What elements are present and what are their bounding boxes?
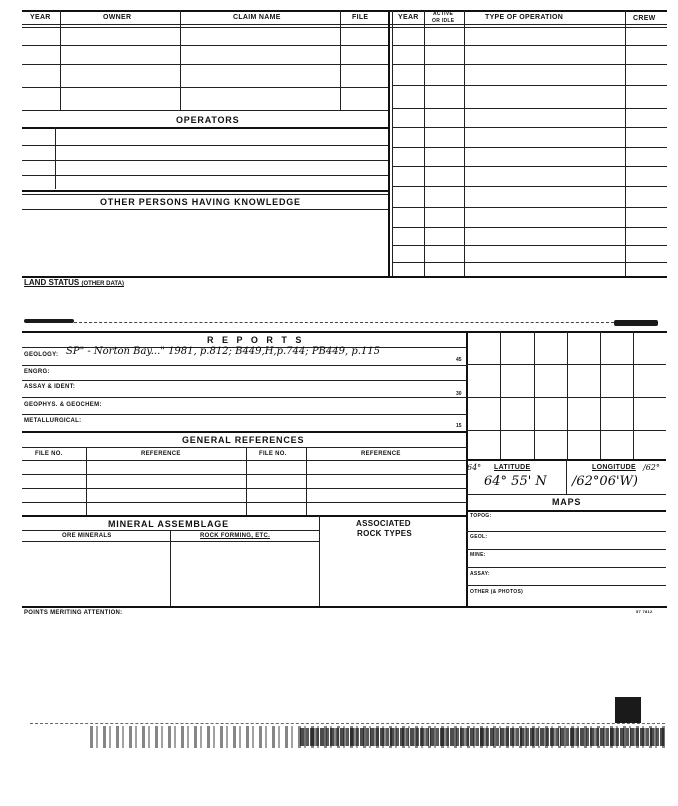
header-file: FILE — [352, 14, 369, 21]
rule — [22, 606, 667, 608]
grid-line — [567, 331, 568, 459]
report-tick-45: 45 — [456, 357, 462, 363]
maps-other-label: OTHER (& PHOTOS) — [470, 589, 524, 595]
maps-mine-label: MINE: — [470, 552, 486, 558]
row-rule — [392, 147, 667, 148]
operators-heading: OPERATORS — [176, 115, 240, 125]
rule — [22, 380, 467, 381]
header-active: ACTIVE — [433, 11, 454, 17]
row-rule — [22, 110, 388, 111]
scan-black-square — [615, 697, 641, 723]
center-double-rule — [388, 10, 390, 276]
col-divider — [170, 530, 171, 606]
header-or-idle: OR IDLE — [432, 18, 455, 24]
grid-line — [466, 397, 666, 398]
row-rule — [22, 194, 388, 195]
header-year: YEAR — [30, 14, 51, 21]
rule — [22, 365, 467, 366]
rule — [466, 494, 666, 495]
report-metallurgical-label: METALLURGICAL: — [24, 418, 82, 424]
scan-dash-line — [74, 322, 614, 323]
report-engrg-label: ENGRG: — [24, 369, 50, 375]
mineral-assemblage-heading: MINERAL ASSEMBLAGE — [108, 519, 229, 529]
row-rule — [392, 108, 667, 109]
row-rule — [392, 85, 667, 86]
rock-types-label: ROCK TYPES — [357, 529, 413, 538]
ref-col-file-no-2: FILE NO. — [259, 451, 287, 457]
rule — [22, 431, 467, 433]
rule — [22, 460, 467, 461]
report-geology-label: GEOLOGY: — [24, 352, 59, 358]
header-owner: OWNER — [103, 14, 132, 21]
col-divider — [306, 447, 307, 515]
header-bottom-rule — [22, 24, 667, 25]
col-divider — [566, 459, 567, 494]
row-rule — [22, 64, 388, 65]
latitude-prefix: 64° — [467, 463, 482, 472]
scan-dash-line — [30, 723, 665, 724]
associated-label: ASSOCIATED — [356, 519, 411, 528]
rule — [466, 531, 666, 532]
rule — [466, 567, 666, 568]
rule — [22, 414, 467, 415]
general-references-heading: GENERAL REFERENCES — [182, 435, 305, 445]
form-number: 57 7812 — [636, 609, 653, 614]
header-type-of-operation: TYPE OF OPERATION — [485, 14, 564, 21]
land-status-title: LAND STATUS — [24, 278, 80, 287]
col-divider — [340, 10, 341, 110]
row-rule — [392, 227, 667, 228]
row-rule — [392, 127, 667, 128]
points-meriting-attention-label: POINTS MERITING ATTENTION: — [24, 610, 123, 616]
report-tick-30: 30 — [456, 391, 462, 397]
scan-smear — [614, 320, 658, 326]
reports-heading: R E P O R T S — [207, 335, 305, 345]
header-crew: CREW — [633, 15, 656, 22]
grid-line — [633, 331, 634, 459]
row-rule — [392, 64, 667, 65]
rule — [22, 502, 467, 503]
header-year-right: YEAR — [398, 14, 419, 21]
maps-heading: MAPS — [552, 497, 582, 507]
center-double-rule-2 — [392, 10, 393, 276]
scan-smear — [24, 319, 74, 323]
grid-line — [534, 331, 535, 459]
longitude-value: /62°06'W) — [572, 474, 638, 489]
rule — [22, 488, 467, 489]
row-rule — [22, 45, 388, 46]
row-rule — [392, 186, 667, 187]
col-divider — [464, 10, 465, 276]
rule — [466, 510, 666, 512]
land-status-sub: (OTHER DATA) — [81, 281, 124, 287]
rule — [22, 331, 667, 333]
ref-col-reference-2: REFERENCE — [361, 451, 401, 457]
grid-line — [500, 331, 501, 459]
col-divider — [625, 10, 626, 276]
maps-geol-label: GEOL: — [470, 534, 488, 540]
report-assay-label: ASSAY & IDENT: — [24, 384, 76, 390]
row-rule — [392, 245, 667, 246]
report-geophys-label: GEOPHYS. & GEOCHEM: — [24, 402, 102, 408]
rule — [22, 515, 467, 517]
col-divider — [60, 10, 61, 110]
col-divider — [55, 127, 56, 189]
row-rule — [392, 45, 667, 46]
maps-assay-label: ASSAY: — [470, 571, 490, 577]
ore-minerals-label: ORE MINERALS — [62, 533, 112, 539]
grid-line — [600, 331, 601, 459]
grid-line — [466, 430, 666, 431]
header-bottom-rule-2 — [22, 27, 667, 28]
rule — [22, 474, 467, 475]
rock-forming-label: ROCK FORMING, ETC. — [200, 533, 271, 539]
latitude-value: 64° 55' N — [484, 474, 547, 489]
rule — [22, 447, 467, 448]
other-persons-heading: OTHER PERSONS HAVING KNOWLEDGE — [100, 197, 301, 207]
row-rule — [22, 209, 388, 210]
ref-col-file-no-1: FILE NO. — [35, 451, 63, 457]
rule — [466, 585, 666, 586]
row-rule — [22, 160, 388, 161]
top-rule — [22, 10, 667, 12]
report-geology-value: SP" - Norton Bay..." 1981, p.812; B449,H,p.744; PB449, p.115 — [66, 346, 381, 357]
row-rule — [22, 87, 388, 88]
row-rule — [22, 145, 388, 146]
longitude-prefix: /62° — [643, 463, 660, 472]
col-divider — [86, 447, 87, 515]
ref-col-reference-1: REFERENCE — [141, 451, 181, 457]
land-status-label — [24, 278, 124, 287]
row-rule — [22, 190, 388, 192]
col-divider — [319, 515, 320, 606]
row-rule — [392, 262, 667, 263]
row-rule — [22, 127, 388, 129]
row-rule — [22, 175, 388, 176]
row-rule — [392, 166, 667, 167]
header-claim-name: CLAIM NAME — [233, 14, 281, 21]
row-rule — [392, 207, 667, 208]
col-divider — [246, 447, 247, 515]
latitude-label: LATITUDE — [494, 464, 531, 471]
maps-topog-label: TOPOG: — [470, 513, 492, 519]
scan-noise-band-dense — [300, 728, 665, 746]
grid-line — [466, 364, 666, 365]
col-divider — [180, 10, 181, 110]
rule — [22, 397, 467, 398]
report-tick-15: 15 — [456, 423, 462, 429]
longitude-label: LONGITUDE — [592, 464, 636, 471]
col-divider — [424, 10, 425, 276]
rule — [466, 549, 666, 550]
